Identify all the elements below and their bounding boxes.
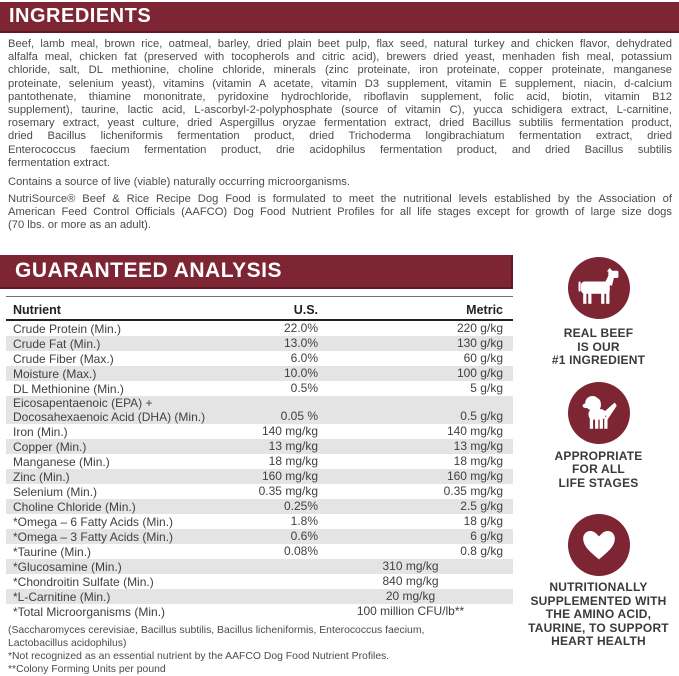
us-value-cell: 13.0%	[283, 336, 318, 350]
nutrient-cell: Copper (Min.)	[13, 440, 87, 454]
text-line: (70 lbs. or more as an adult).	[8, 219, 152, 232]
nutrient-cell: Selenium (Min.)	[13, 485, 98, 499]
table-row	[6, 484, 513, 499]
metric-value-cell: 130 g/kg	[456, 336, 503, 350]
text-line: American Feed Control Officials (AAFCO) Dog Food Nutrient Profiles for all life stages except for growth of large size dogs	[8, 206, 672, 219]
text-line: dried Bacillus licheniformis fermentation product, dried Trichoderma longibrachiatum fermentation extract, dried	[8, 130, 672, 143]
benefit-badges-sidebar	[518, 255, 679, 649]
text-line: LIFE STAGES	[558, 475, 639, 490]
ingredients-title: INGREDIENTS	[9, 5, 152, 27]
value-cell: 20 mg/kg	[385, 589, 436, 603]
badge-real-beef-text	[518, 327, 679, 368]
table-row	[6, 559, 513, 574]
text-line: TAURINE, TO SUPPORT	[528, 620, 669, 635]
table-row	[6, 439, 513, 454]
text-line: FOR ALL	[572, 462, 625, 476]
analysis-table-body	[6, 321, 513, 619]
us-value-cell: 1.8%	[290, 514, 318, 528]
text-line: APPROPRIATE	[554, 448, 643, 463]
text-line: fermentation extract.	[8, 156, 110, 169]
heart-icon	[568, 514, 630, 576]
us-value-cell: 160 mg/kg	[261, 469, 318, 483]
nutrient-cell: Iron (Min.)	[13, 425, 68, 439]
table-row	[6, 544, 513, 559]
table-row	[6, 381, 513, 396]
nutrient-cell: Crude Protein (Min.)	[13, 322, 122, 336]
text-line: Lactobacillus acidophilus)	[8, 638, 127, 649]
badge-heart-health-text	[518, 581, 679, 649]
text-line: NutriSource® Beef & Rice Recipe Dog Food is formulated to meet the nutritional levels established by the Association of	[8, 193, 672, 205]
us-value-cell: 0.5%	[290, 381, 318, 395]
metric-value-cell: 60 g/kg	[463, 351, 503, 365]
guaranteed-analysis-title: GUARANTEED ANALYSIS	[15, 259, 282, 282]
guaranteed-analysis-header-bar	[0, 255, 513, 289]
nutrient-cell: *Glucosamine (Min.)	[13, 560, 122, 574]
us-value-cell: 10.0%	[283, 366, 318, 380]
guaranteed-analysis-table	[6, 296, 513, 619]
text-line: IS OUR	[577, 339, 620, 354]
metric-value-cell: 13 mg/kg	[453, 439, 503, 453]
table-row	[6, 604, 513, 619]
text-line: chloride, salt, DL methionine, choline chloride, minerals (zinc proteinate, iron proteinate, copper proteinate, manganese	[8, 64, 672, 77]
nutrient-cell: Manganese (Min.)	[13, 455, 110, 469]
metric-value-cell: 160 mg/kg	[446, 469, 503, 483]
badge-real-beef	[518, 257, 679, 368]
metric-value-cell: 220 g/kg	[456, 321, 503, 335]
us-value-cell: 0.08%	[283, 544, 318, 558]
table-row	[6, 514, 513, 529]
us-value-cell: 0.35 mg/kg	[258, 484, 318, 498]
text-line: **Colony Forming Units per pound	[8, 664, 166, 675]
table-row	[6, 574, 513, 589]
col-header-metric: Metric	[466, 303, 503, 317]
metric-value-cell: 18 mg/kg	[453, 454, 503, 468]
cow-icon	[568, 257, 630, 319]
us-value-cell: 18 mg/kg	[268, 454, 318, 468]
table-header-row	[6, 297, 513, 321]
nutrient-cell: DL Methionine (Min.)	[13, 382, 124, 396]
table-row	[6, 336, 513, 351]
nutrient-cell: Moisture (Max.)	[13, 367, 97, 381]
us-value-cell: 22.0%	[283, 321, 318, 335]
table-row	[6, 529, 513, 544]
metric-value-cell: 6 g/kg	[470, 529, 503, 543]
aafco-statement	[8, 193, 672, 233]
table-row	[6, 321, 513, 336]
contains-note: Contains a source of live (viable) naturally occurring microorganisms.	[8, 176, 350, 188]
us-value-cell: 0.05 %	[280, 409, 318, 423]
text-line: #1 INGREDIENT	[551, 353, 646, 367]
text-line: REAL BEEF	[563, 326, 634, 340]
ingredients-header-bar	[0, 2, 679, 33]
nutrient-cell: Eicosapentaenoic (EPA) + Docosahexaenoic Acid (DHA) (Min.)	[13, 396, 206, 424]
table-row	[6, 396, 513, 424]
table-row	[6, 454, 513, 469]
text-line: proteinate, selenium yeast), vitamins (vitamin A acetate, vitamin D3 supplement, vitamin E supplement, niacin, d-calcium	[8, 77, 672, 90]
text-line: pantothenate, thiamine mononitrate, pyridoxine hydrochloride, riboflavin supplement, folic acid, biotin, vitamin B12	[8, 90, 672, 103]
text-line: supplement), taurine, lactic acid, L-ascorbyl-2-polyphosphate (source of vitamin C), yucca schidigera extract, L-carnitine,	[8, 104, 672, 117]
text-line: (Saccharomyces cerevisiae, Bacillus subtilis, Bacillus licheniformis, Enterococcus faecium,	[8, 625, 425, 636]
metric-value-cell: 140 mg/kg	[446, 424, 503, 438]
dog-icon	[568, 382, 630, 444]
nutrient-cell: *Chondroitin Sulfate (Min.)	[13, 575, 154, 589]
text-line: rosemary extract, yeast culture, dried Aspergillus oryzae fermentation extract, dried Bacillus subtilis fermentation product,	[8, 117, 672, 130]
text-line: *Not recognized as an essential nutrient by the AAFCO Dog Food Nutrient Profiles.	[8, 651, 390, 662]
table-row	[6, 499, 513, 514]
text-line: NUTRITIONALLY	[549, 580, 648, 594]
text-line: THE AMINO ACID,	[545, 607, 652, 621]
us-value-cell: 6.0%	[290, 351, 318, 365]
value-cell: 100 million CFU/lb**	[356, 604, 465, 618]
metric-value-cell: 100 g/kg	[456, 366, 503, 380]
table-row	[6, 469, 513, 484]
table-row	[6, 366, 513, 381]
nutrient-cell: *Total Microorganisms (Min.)	[13, 605, 166, 619]
text-line: SUPPLEMENTED WITH	[530, 593, 667, 608]
nutrient-cell: Choline Chloride (Min.)	[13, 500, 136, 514]
us-value-cell: 140 mg/kg	[261, 424, 318, 438]
badge-life-stages-text	[518, 450, 679, 491]
text-line: Beef, lamb meal, brown rice, oatmeal, barley, dried plain beet pulp, flax seed, natural turkey and chicken flavor, dehydrated	[8, 38, 672, 50]
metric-value-cell: 18 g/kg	[463, 514, 503, 528]
nutrient-cell: *Omega – 6 Fatty Acids (Min.)	[13, 515, 174, 529]
badge-heart-health	[518, 514, 679, 649]
badge-life-stages	[518, 382, 679, 491]
nutrient-cell: *Taurine (Min.)	[13, 545, 92, 559]
nutrient-cell: *L-Carnitine (Min.)	[13, 590, 111, 604]
nutrient-cell: *Omega – 3 Fatty Acids (Min.)	[13, 530, 174, 544]
col-header-us: U.S.	[293, 303, 318, 317]
metric-value-cell: 5 g/kg	[470, 381, 503, 395]
table-row	[6, 351, 513, 366]
nutrient-cell: Crude Fat (Min.)	[13, 337, 101, 351]
us-value-cell: 0.6%	[290, 529, 318, 543]
table-row	[6, 589, 513, 604]
metric-value-cell: 0.35 mg/kg	[443, 484, 503, 498]
col-header-nutrient: Nutrient	[13, 303, 61, 317]
table-row	[6, 424, 513, 439]
nutrient-cell: Zinc (Min.)	[13, 470, 70, 484]
us-value-cell: 0.25%	[283, 499, 318, 513]
metric-value-cell: 0.5 g/kg	[460, 409, 503, 423]
metric-value-cell: 0.8 g/kg	[460, 544, 503, 558]
value-cell: 310 mg/kg	[382, 559, 439, 573]
text-line: HEART HEALTH	[551, 634, 646, 648]
nutrient-cell: Crude Fiber (Max.)	[13, 352, 114, 366]
text-line: alfalfa meal, chicken fat (preserved with tocopherols and citric acid), brewers dried yeast, menhaden fish meal, potassium	[8, 51, 672, 64]
text-line: Enterococcus faecium fermentation product, drie acidophilus fermentation product, and dried Bacillus subtilis	[8, 143, 672, 156]
ingredients-paragraph	[8, 38, 672, 170]
table-footnotes	[8, 624, 424, 676]
metric-value-cell: 2.5 g/kg	[460, 499, 503, 513]
us-value-cell: 13 mg/kg	[268, 439, 318, 453]
value-cell: 840 mg/kg	[382, 574, 439, 588]
